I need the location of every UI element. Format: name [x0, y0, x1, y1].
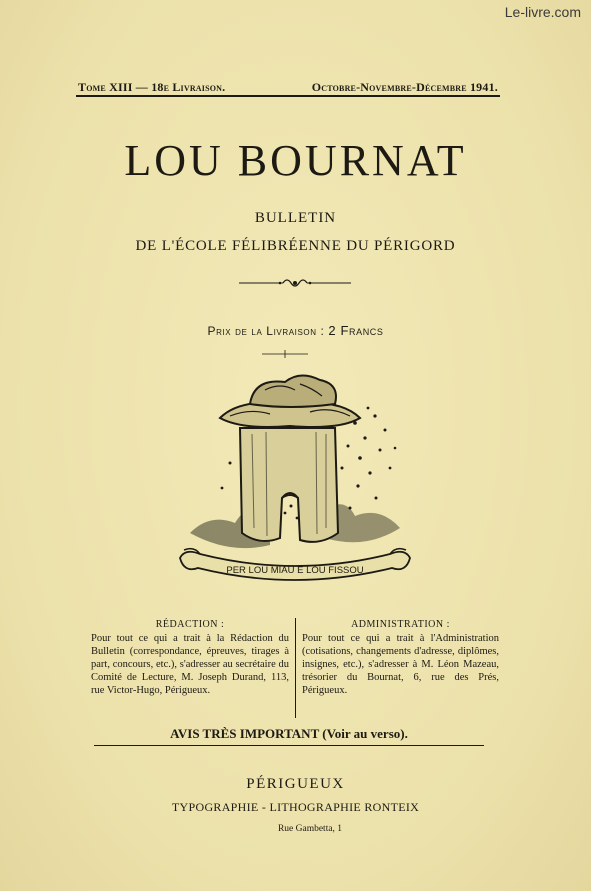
issue-header — [78, 80, 498, 95]
issue-date: Octobre-Novembre-Décembre 1941. — [311, 80, 498, 94]
administration-column — [295, 618, 505, 718]
administration-heading: ADMINISTRATION : — [351, 619, 450, 630]
separator-cross-icon — [260, 349, 310, 359]
banner-motto: PER LOU MIAU E LOU FISSOU — [226, 565, 364, 576]
tome-label: Tome XIII — 18e Livraison. — [78, 80, 226, 94]
header-rule — [76, 95, 500, 97]
beehive-illustration — [170, 368, 420, 600]
administration-text: Pour tout ce qui a trait à l'Administration (cotisations, changements d'adresse, diplômes, insignes, etc.), s'adresser à M. Léon Mazeau, trésorier du Bournat, 6, rue des Prés, Périgueux. — [302, 633, 499, 696]
price-line — [0, 323, 591, 338]
redaction-text: Pour tout ce qui a trait à la Rédaction du Bulletin (correspondance, épreuves, tirages à part, concours, etc.), s'adresser au secrétaire du Comité de Lecture, M. Joseph Durand, 113, rue Victor-Hugo, Périgueux. — [91, 633, 289, 696]
subtitle-school: DE L'ÉCOLE FÉLIBRÉENNE DU PÉRIGORD — [135, 238, 456, 254]
flourish-ornament-icon — [235, 276, 355, 290]
redaction-column — [85, 618, 295, 718]
redaction-heading: RÉDACTION : — [155, 619, 225, 630]
contact-columns — [85, 618, 505, 718]
imprint-address: Rue Gambetta, 1 — [277, 824, 343, 834]
imprint-printer: TYPOGRAPHIE - LITHOGRAPHIE RONTEIX — [171, 800, 420, 814]
price-label: Prix de la Livraison : — [207, 324, 325, 338]
imprint-city: PÉRIGUEUX — [246, 776, 345, 792]
important-notice: AVIS TRÈS IMPORTANT (Voir au verso). — [94, 726, 484, 746]
price-amount: 2 Francs — [328, 323, 384, 338]
subtitle-bulletin: BULLETIN — [254, 210, 337, 226]
watermark: Le-livre.com — [504, 4, 581, 20]
journal-title: LOU BOURNAT — [124, 136, 467, 185]
